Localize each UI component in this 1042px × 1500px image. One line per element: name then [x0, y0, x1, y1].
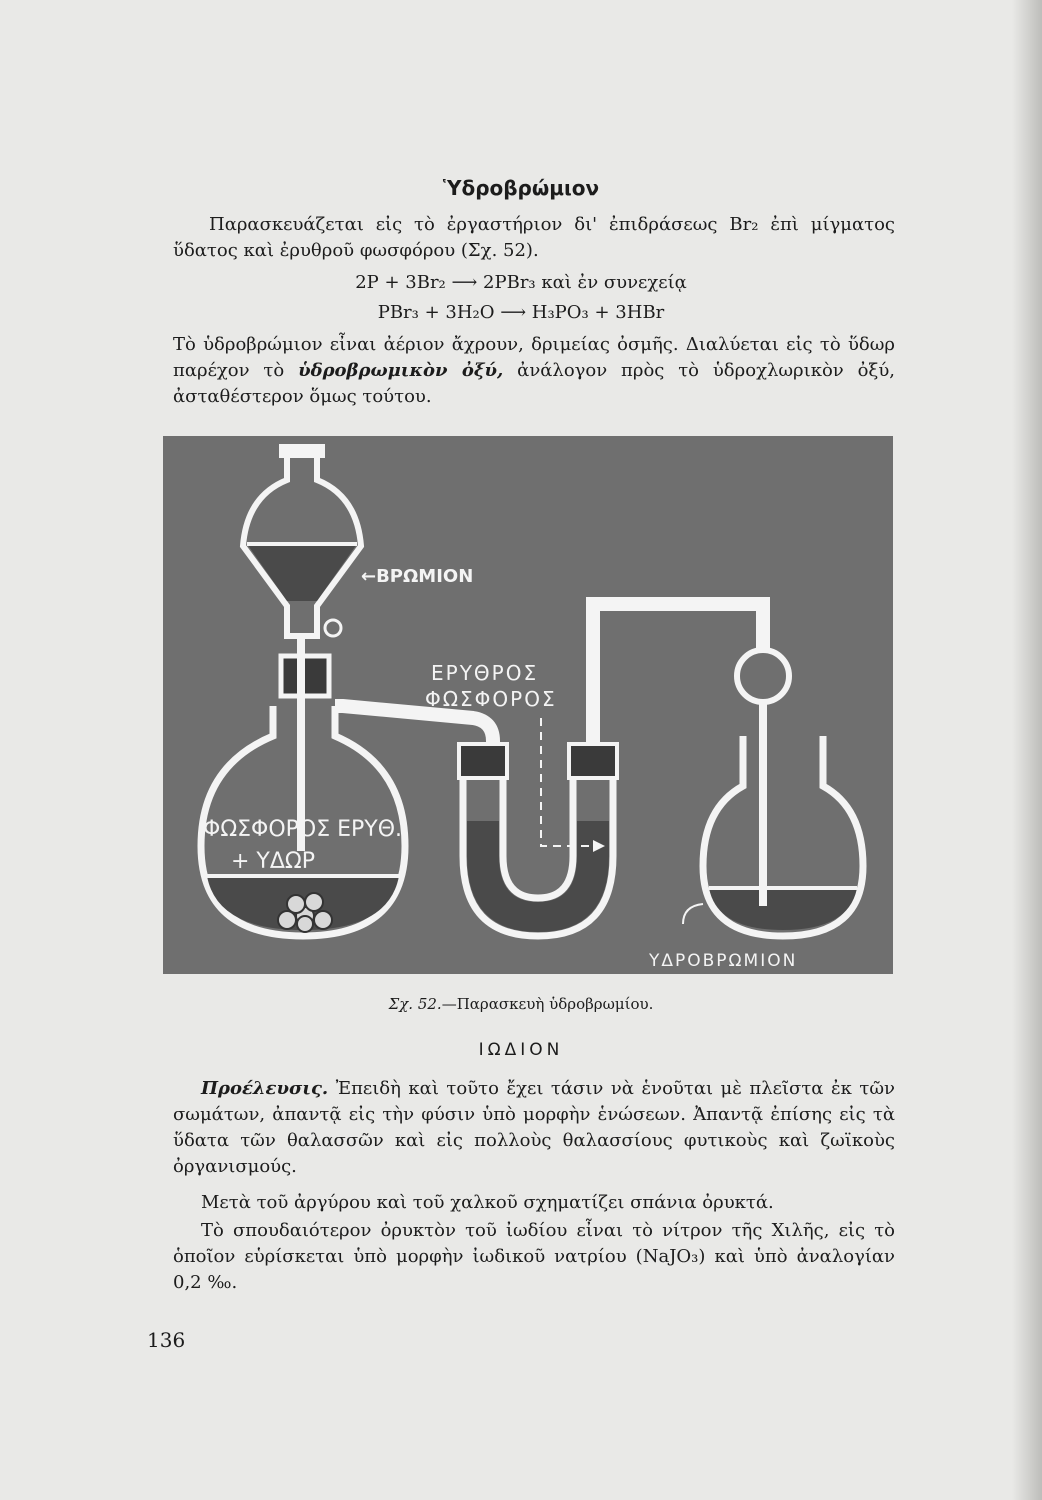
- page-number: 136: [147, 1328, 186, 1352]
- red-phosphorus-label-2: ΦΩΣΦΟΡΟΣ: [425, 687, 557, 711]
- intro-paragraph: Παρασκευάζεται εἰς τὸ ἐργαστήριον δι' ἐπιδράσεως Br₂ ἐπὶ μίγματος ὕδατος καὶ ἐρυθροῦ φωσφόρου (Σχ. 52).: [173, 214, 895, 261]
- properties-text-end: ἀνάλογον πρὸς τὸ ὑδροχλωρικὸν ὀξύ, ἀσταθέστερον ὅμως τούτου.: [173, 360, 895, 407]
- equation-2: PBr₃ + 3H₂O ⟶ H₃PO₃ + 3HBr: [377, 302, 665, 323]
- minerals-paragraph: Μετὰ τοῦ ἀργύρου καὶ τοῦ χαλκοῦ σχηματίζει σπάνια ὀρυκτά.: [201, 1192, 774, 1213]
- properties-text: Τὸ ὑδροβρώμιον εἶναι ἀέριον ἄχρουν, δριμείας ὀσμῆς. Διαλύεται εἰς τὸ ὕδωρ παρέχον τὸ: [173, 334, 895, 381]
- hbr-apparatus-figure: [163, 436, 893, 974]
- equation-1: 2P + 3Br₂ ⟶ 2PBr₃ καὶ ἐν συνεχείᾳ: [355, 272, 687, 293]
- origin-label: Προέλευσις.: [201, 1078, 329, 1099]
- chile-saltpeter-paragraph: Τὸ σπουδαιότερον ὀρυκτὸν τοῦ ἰωδίου εἶναι τὸ νίτρον τῆς Χιλῆς, εἰς τὸ ὁποῖον εὑρίσκεται ὑπὸ μορφὴν ἰωδικοῦ νατρίου (NaJO₃) καὶ ὑπὸ ἀναλογίαν 0,2 ‰.: [173, 1220, 895, 1293]
- flask-contents-label-2: + ΥΔΩΡ: [231, 849, 315, 874]
- hydrobromic-acid-term: ὑδροβρωμικὸν ὀξύ,: [298, 360, 504, 381]
- red-phosphorus-label-1: ΕΡΥΘΡΟΣ: [431, 661, 539, 685]
- bromine-label: ←ΒΡΩΜΙΟΝ: [361, 566, 474, 587]
- flask-contents-label-1: ΦΩΣΦΟΡΟΣ ΕΡΥΘ.: [203, 817, 403, 842]
- hydrogen-bromide-label: ΥΔΡΟΒΡΩΜΙΟΝ: [649, 951, 798, 971]
- origin-paragraph: [173, 1076, 895, 1180]
- origin-text: Ἐπειδὴ καὶ τοῦτο ἔχει τάσιν νὰ ἑνοῦται μὲ πλεῖστα ἐκ τῶν σωμάτων, ἀπαντᾷ εἰς τὴν φύσιν ὑπὸ μορφὴν ἑνώσεων. Ἀπαντᾷ ἐπίσης εἰς τὰ ὕδατα τῶν θαλασσῶν καὶ εἰς πολλοὺς θαλασσίους φυτικοὺς καὶ ζωϊκοὺς ὀργανισμούς.: [173, 1078, 895, 1177]
- page-edge: [1012, 0, 1042, 1500]
- caption-text: —Παρασκευὴ ὑδροβρωμίου.: [441, 995, 654, 1013]
- properties-paragraph: [173, 332, 895, 410]
- figure-caption: [0, 995, 1042, 1013]
- section-heading-iodine: ΙΩΔΙΟΝ: [478, 1040, 564, 1060]
- caption-label: Σχ. 52.: [388, 995, 442, 1013]
- page-title: Ὑδροβρώμιον: [442, 176, 600, 200]
